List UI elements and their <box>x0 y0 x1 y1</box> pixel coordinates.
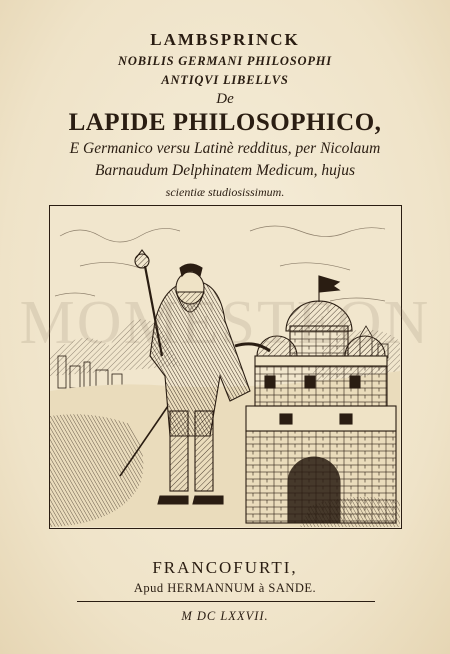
engraving-illustration <box>49 205 402 529</box>
description-line-3: scientiæ studiosissimum. <box>165 185 285 199</box>
subtitle-line-1: NOBILIS GERMANI PHILOSOPHI <box>118 54 332 68</box>
description-line-2: Barnaudum Delphinatem Medicum, hujus <box>94 162 356 179</box>
imprint-year: M DC LXXVII. <box>181 609 269 623</box>
imprint-divider <box>77 601 375 602</box>
description-line-1: E Germanico versu Latinè redditus, per Nicolaum <box>69 140 381 157</box>
de-word: De <box>216 91 234 107</box>
subtitle-line-2: ANTIQVI LIBELLVS <box>161 73 289 87</box>
engraving-drawing <box>50 206 400 527</box>
main-title: LAPIDE PHILOSOPHICO, <box>68 109 382 136</box>
imprint-publisher: Apud HERMANNUM à SANDE. <box>133 581 317 595</box>
author-name: LAMBSPRINCK <box>150 30 300 49</box>
imprint-place: FRANCOFURTI, <box>152 558 298 577</box>
furnace-athanor-icon <box>246 276 396 523</box>
